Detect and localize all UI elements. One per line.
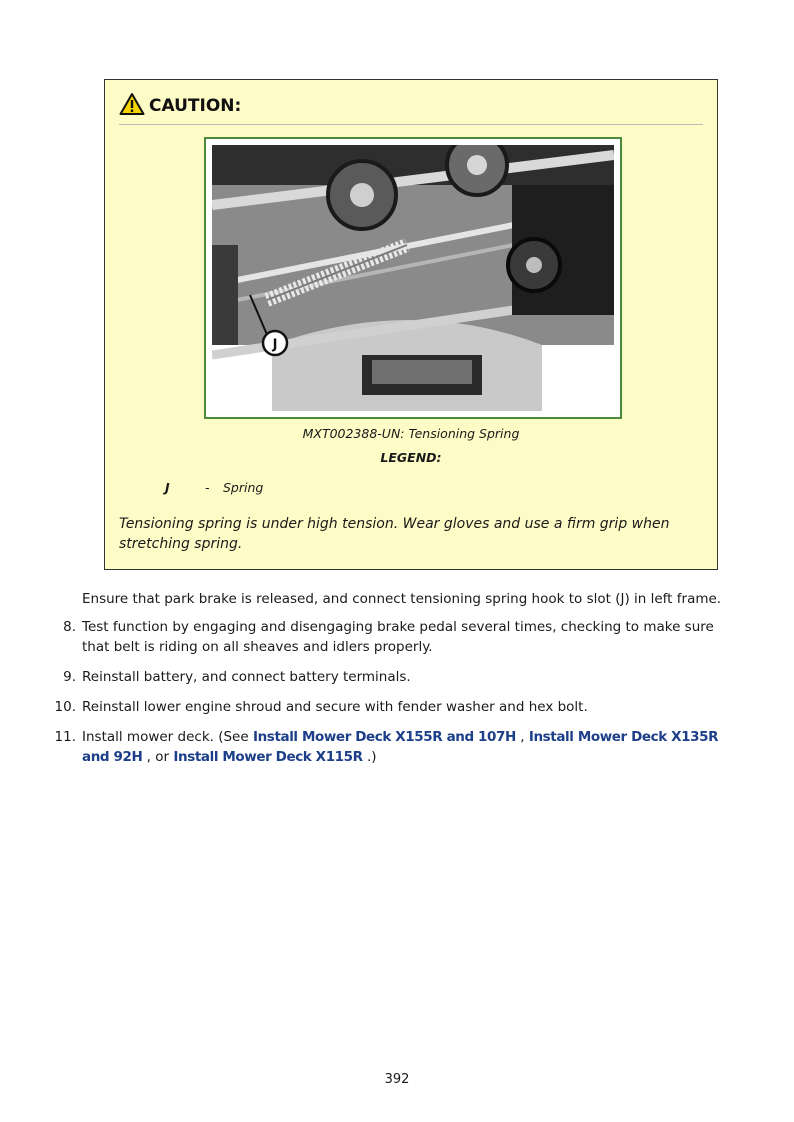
step-number: 10. [54, 699, 76, 715]
caution-box [104, 79, 718, 570]
figure-callout-j: J [272, 337, 278, 353]
warning-text: Tensioning spring is under high tension. Wear gloves and use a firm grip when stretching spring. [119, 516, 670, 552]
legend-description: Spring [223, 480, 264, 495]
step-text [82, 727, 738, 767]
separator: , [515, 729, 529, 745]
legend-title: LEGEND: [380, 450, 442, 465]
step-text: Reinstall lower engine shroud and secure with fender washer and hex bolt. [82, 699, 588, 715]
step-text-start: Install mower deck. (See [82, 729, 253, 745]
legend-dash: - [205, 480, 210, 495]
link-install-mower-deck-x155r[interactable]: Install Mower Deck X155R and 107H [252, 729, 516, 745]
page-number: 392 [384, 1072, 410, 1087]
steps-list [44, 617, 744, 777]
link-install-mower-deck-x115r[interactable]: Install Mower Deck X115R [173, 749, 363, 765]
legend-key: J [165, 480, 170, 495]
list-item [44, 727, 744, 767]
step-text: Reinstall battery, and connect battery terminals. [82, 669, 411, 685]
instruction-paragraph: Ensure that park brake is released, and connect tensioning spring hook to slot (J) in left frame. [82, 591, 722, 607]
step-text-end: .) [362, 749, 377, 765]
caution-header [119, 92, 241, 120]
step-number: 11. [54, 729, 76, 745]
step-number: 9. [63, 669, 76, 685]
warning-triangle-icon [119, 92, 145, 120]
list-item [44, 617, 744, 657]
divider [119, 124, 703, 125]
separator: , or [142, 749, 174, 765]
caution-title: CAUTION: [149, 96, 242, 116]
step-text: Test function by engaging and disengaging brake pedal several times, checking to make sure that belt is riding on all sheaves and idlers properly. [82, 619, 714, 655]
tensioning-spring-photo [204, 137, 622, 419]
figure-caption: MXT002388-UN: Tensioning Spring [302, 426, 520, 441]
link-install-mower-deck-x135r[interactable]: Install Mower Deck X135R and 92H [82, 729, 719, 765]
list-item [44, 667, 744, 687]
step-number: 8. [63, 619, 76, 635]
list-item [44, 697, 744, 717]
